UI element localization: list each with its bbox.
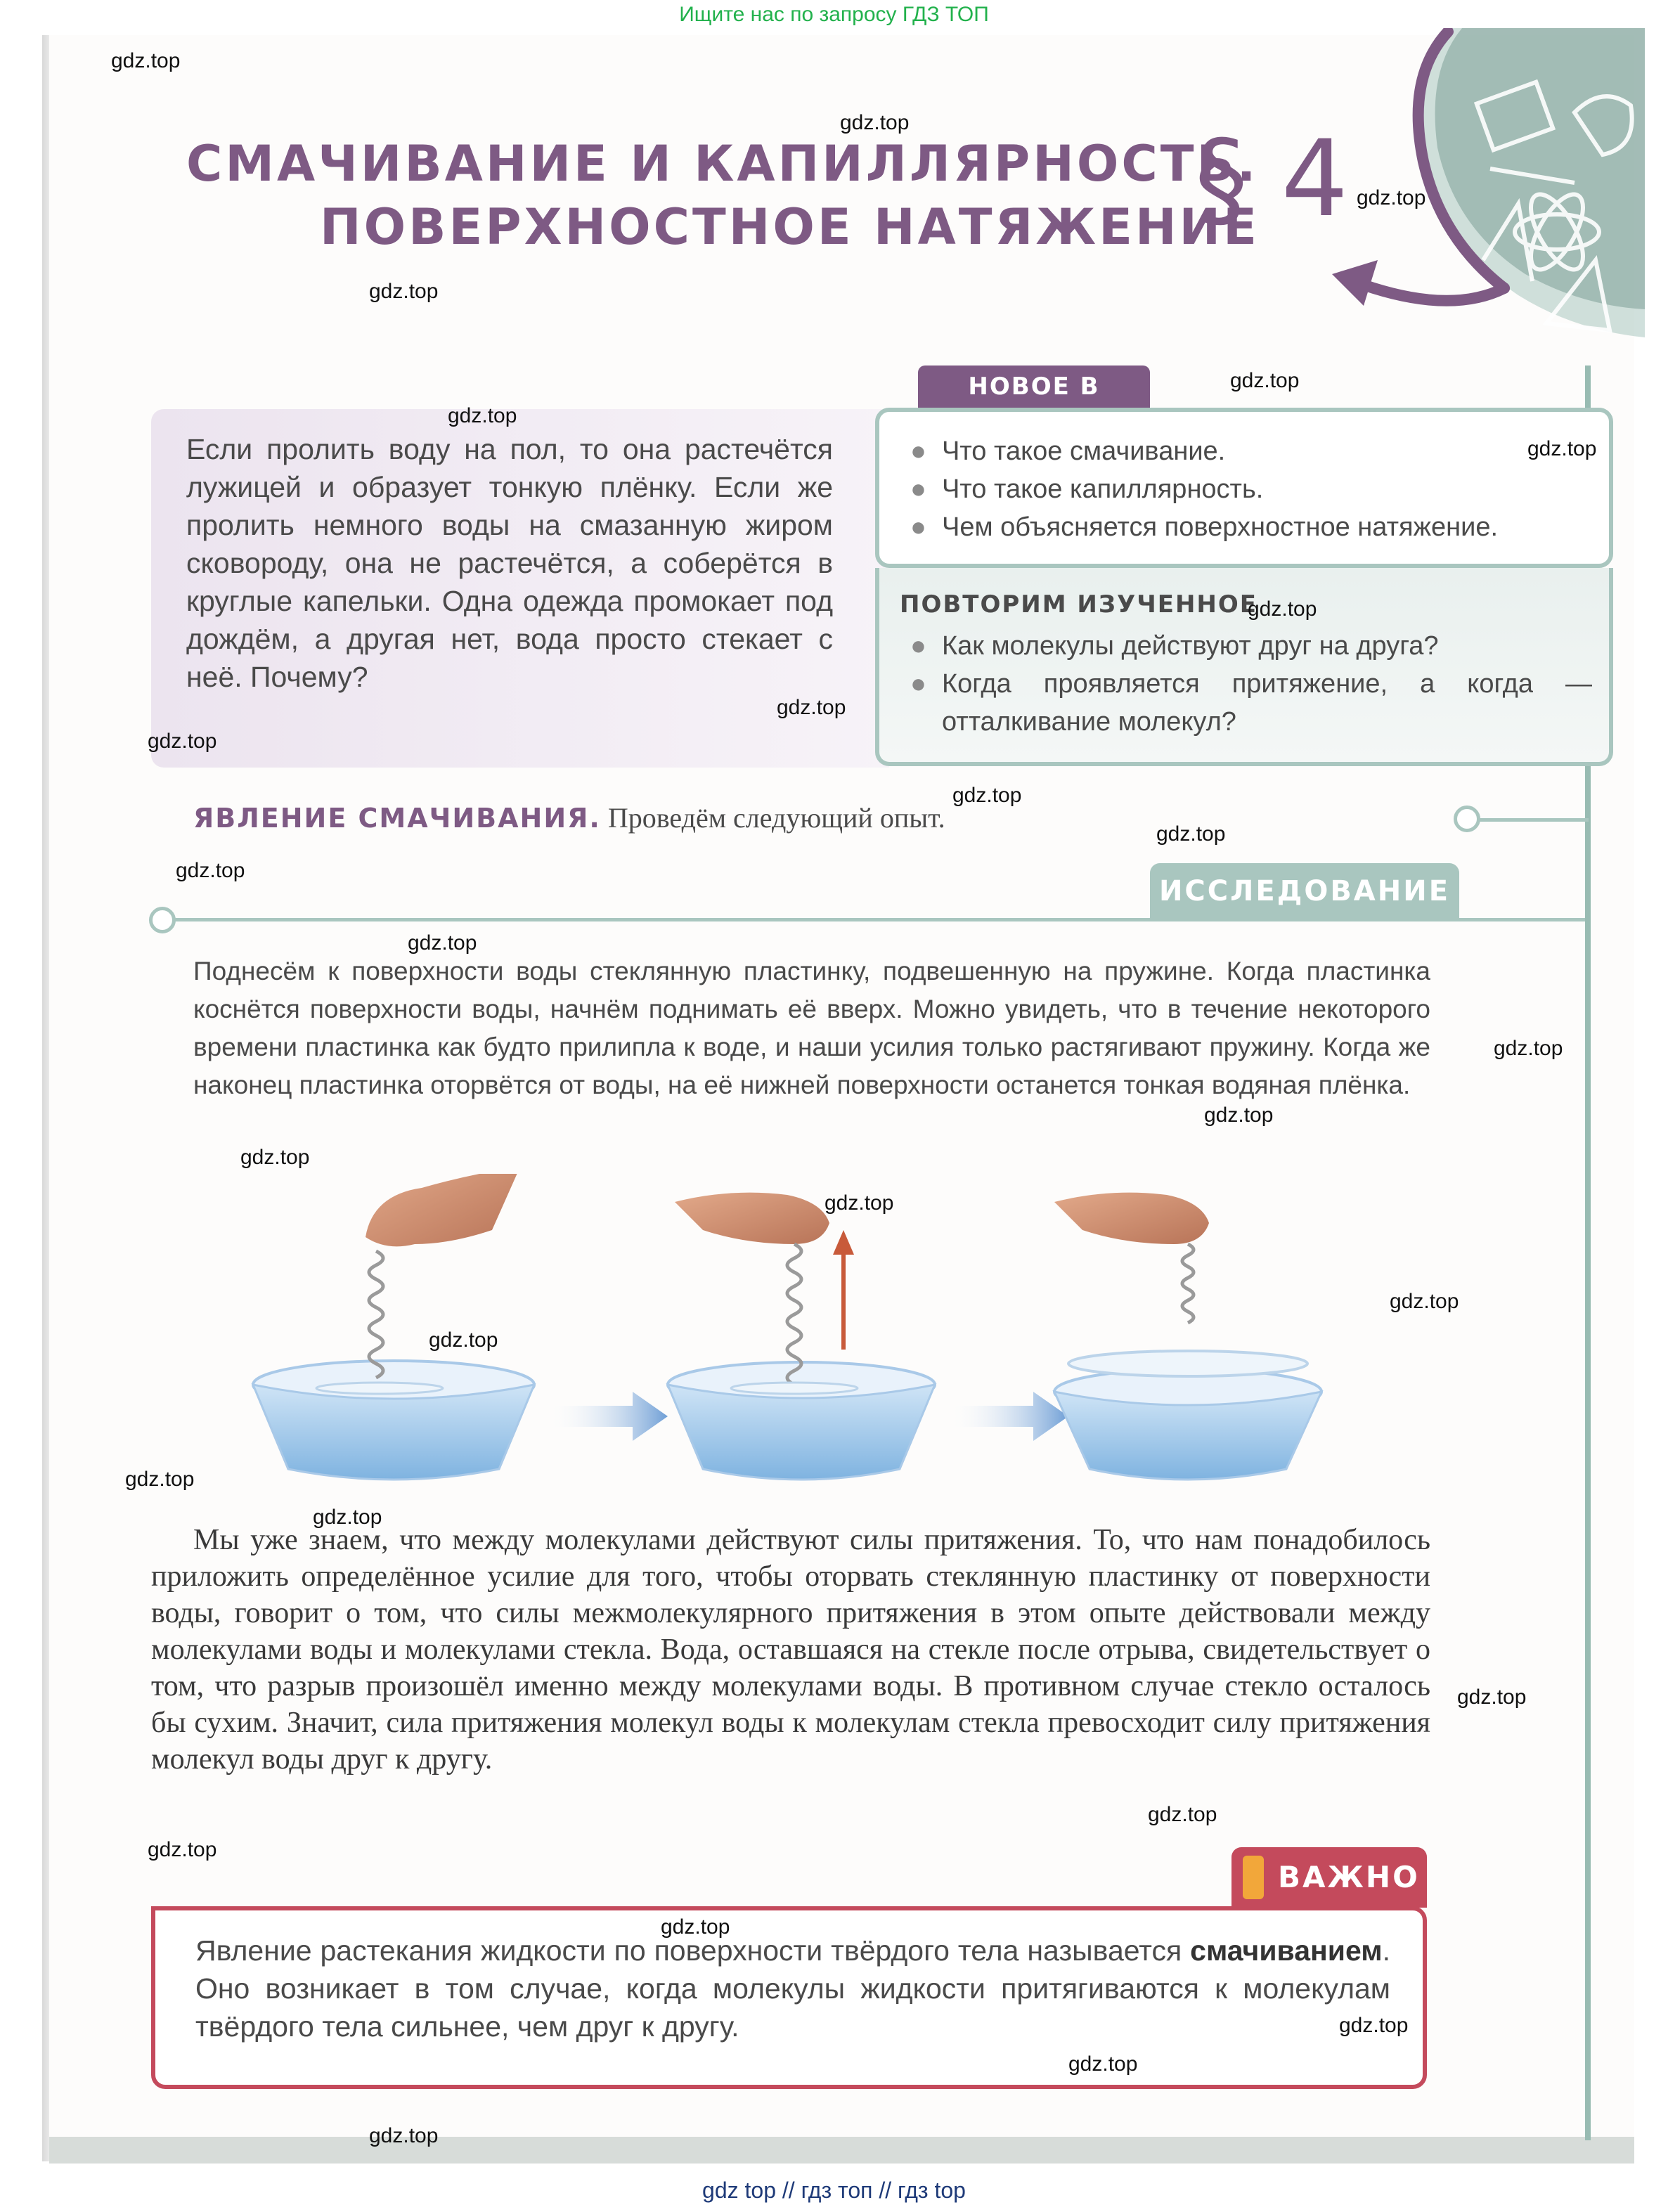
review-list: [910, 627, 1592, 741]
top-banner: Ищите нас по запросу ГДЗ ТОП: [679, 3, 989, 26]
research-text: Поднесём к поверхности воды стеклянную пластинку, подвешенную на пружине. Когда пластинка коснётся поверхности воды, начнём поднимать её вверх. Можно увидеть, что в течение некоторого времени пластинка как будто прилипла к воде, и наши усилия только растягивают пружину. Когда же наконец пластинка оторвётся от воды, на её нижней поверхности останется тонкая водяная плёнка.: [193, 957, 1430, 1099]
body-paragraph: Мы уже знаем, что между молекулами действуют силы притяжения. То, что нам понадобилось приложить определённое усилие для того, чтобы оторвать стеклянную пластинку от поверхности воды, говорит о том, что силы межмолекулярного притяжения в этом опыте действовали между молекулами воды и молекулами стекла. Вода, оставшаяся на стекле после отрыва, свидетельствует о том, что разрыв произошёл именно между молекулами воды. В противном случае стекло осталось бы сухим. Значит, сила притяжения молекул воды к молекулам стекла превосходит силу притяжения молекул воды друг к другу.: [151, 1524, 1430, 1776]
connector-circle: [1454, 806, 1480, 832]
watermark: gdz.top: [313, 1506, 382, 1529]
watermark: gdz.top: [148, 1838, 217, 1861]
watermark: gdz.top: [369, 280, 439, 303]
important-text: Явление растекания жидкости по поверхности твёрдого тела называется смачиванием. Оно возникает в том случае, когда молекулы жидкости притягиваются к молекулам твёрдого тела сильнее, чем друг к другу.: [195, 1934, 1390, 2043]
bullet-icon: ●: [910, 631, 926, 661]
list-item: ● Чем объясняется поверхностное натяжение.: [910, 508, 1599, 546]
watermark: gdz.top: [1390, 1290, 1459, 1313]
watermark: gdz.top: [1204, 1104, 1274, 1127]
page-title-line2: ПОВЕРХНОСТНОЕ НАТЯЖЕНИЕ: [320, 198, 1260, 256]
research-line: [169, 918, 1585, 921]
watermark: gdz.top: [952, 784, 1022, 807]
bullet-icon: ●: [910, 474, 926, 504]
bullet-icon: ●: [910, 512, 926, 542]
experiment-illustration: [239, 1174, 1364, 1511]
process-arrow-1: [548, 1392, 668, 1441]
watermark: gdz.top: [111, 49, 181, 72]
watermark: gdz.top: [1457, 1686, 1527, 1709]
page-bottom-strip: [49, 2137, 1634, 2164]
bottom-banner: gdz top // гдз топ // гдз top: [702, 2178, 966, 2203]
watermark: gdz.top: [777, 696, 846, 719]
list-item: ● Как молекулы действуют друг на друга?: [910, 627, 1592, 665]
exclamation-icon: [1243, 1856, 1264, 1899]
watermark: gdz.top: [1527, 437, 1597, 460]
watermark: gdz.top: [1494, 1037, 1563, 1060]
watermark: gdz.top: [1248, 597, 1317, 621]
watermark: gdz.top: [1230, 369, 1300, 392]
term-wetting: смачиванием: [1190, 1934, 1383, 1967]
review-title: ПОВТОРИМ ИЗУЧЕННОЕ: [900, 590, 1258, 619]
watermark: gdz.top: [1357, 186, 1426, 209]
watermark: gdz.top: [429, 1328, 498, 1352]
watermark: gdz.top: [148, 730, 217, 753]
watermark: gdz.top: [125, 1468, 195, 1491]
new-lesson-tab: НОВОЕ В УРОКЕ: [918, 366, 1150, 408]
research-tab: ИССЛЕДОВАНИЕ: [1150, 863, 1459, 919]
section-heading: [193, 801, 945, 834]
process-arrow-2: [949, 1392, 1068, 1441]
watermark: gdz.top: [369, 2124, 439, 2147]
watermark: gdz.top: [176, 859, 245, 882]
watermark: gdz.top: [661, 1915, 730, 1939]
watermark: gdz.top: [840, 111, 910, 134]
watermark: gdz.top: [1156, 822, 1226, 846]
paragraph-number: § 4: [1195, 118, 1349, 240]
bullet-icon: ●: [910, 669, 926, 699]
watermark: gdz.top: [825, 1191, 894, 1215]
list-item: ● Что такое смачивание.: [910, 432, 1599, 470]
connector-line: [1469, 818, 1589, 822]
section-heading-title: ЯВЛЕНИЕ СМАЧИВАНИЯ.: [193, 803, 601, 834]
watermark: gdz.top: [1148, 1803, 1217, 1826]
watermark: gdz.top: [448, 404, 517, 427]
watermark: gdz.top: [240, 1146, 310, 1169]
watermark: gdz.top: [408, 931, 477, 955]
section-heading-lead: Проведём следующий опыт.: [600, 802, 945, 834]
research-circle: [149, 907, 176, 933]
bowl-step-2: [668, 1193, 935, 1480]
new-lesson-list: [910, 432, 1599, 546]
bowl-step-3: [1054, 1193, 1321, 1480]
watermark: gdz.top: [1339, 2014, 1409, 2037]
list-item: ● Когда проявляется притяжение, а когда — отталкивание молекул?: [910, 665, 1592, 741]
intro-text: Если пролить воду на пол, то она растечётся лужицей и образует тонкую плёнку. Если же пролить немного воды на смазанную жиром сковороду, она не растечётся, а соберётся в круглые капельки. Одна одежда промокает под дождём, а другая нет, вода просто стекает с неё. Почему?: [186, 433, 833, 693]
watermark: gdz.top: [1068, 2052, 1138, 2076]
bullet-icon: ●: [910, 436, 926, 466]
list-item: ● Что такое капиллярность.: [910, 470, 1599, 508]
important-label: ВАЖНО: [1278, 1860, 1420, 1894]
page-title-line1: СМАЧИВАНИЕ И КАПИЛЛЯРНОСТЬ.: [186, 135, 1259, 193]
bowl-step-1: [253, 1174, 534, 1480]
